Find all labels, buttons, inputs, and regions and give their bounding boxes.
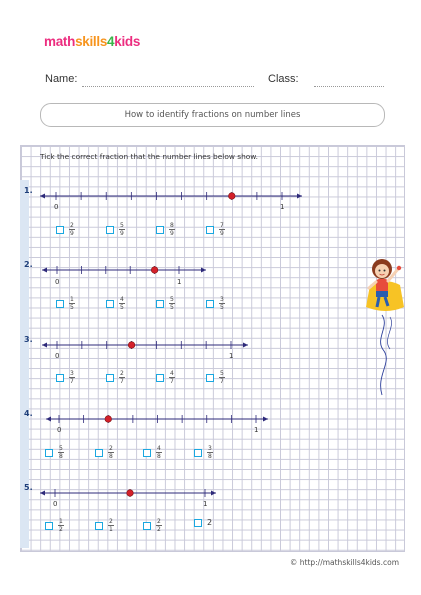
start-label: 0	[53, 500, 58, 508]
fraction-label	[169, 370, 175, 385]
marked-point	[127, 490, 134, 497]
answer-checkbox[interactable]	[56, 374, 64, 382]
answer-checkbox[interactable]	[143, 449, 151, 457]
answer-checkbox[interactable]	[206, 300, 214, 308]
fraction-denominator: 8	[109, 453, 113, 460]
answer-option[interactable]	[56, 296, 75, 311]
fraction-label	[58, 445, 64, 460]
answer-checkbox[interactable]	[156, 374, 164, 382]
answer-option[interactable]	[143, 445, 162, 460]
footer-credit: © http://mathskills4kids.com	[289, 558, 399, 567]
arrow-left-icon	[40, 491, 45, 496]
question-number: 1.	[24, 186, 33, 195]
arrow-left-icon	[42, 343, 47, 348]
fraction-denominator: 8	[59, 453, 63, 460]
fraction-label	[119, 296, 125, 311]
start-label: 0	[55, 352, 60, 360]
fraction-label	[108, 445, 114, 460]
fraction-label	[219, 370, 225, 385]
fraction-numerator: 5	[220, 370, 224, 377]
answer-checkbox[interactable]	[95, 449, 103, 457]
arrow-right-icon	[263, 417, 268, 422]
fraction-numerator: 5	[120, 222, 124, 229]
fraction-denominator: 7	[220, 378, 224, 385]
fraction-label	[169, 296, 175, 311]
fraction-numerator: 4	[170, 370, 174, 377]
end-label: 1	[229, 352, 234, 360]
name-label: Name:	[45, 73, 78, 85]
arrow-right-icon	[243, 343, 248, 348]
answer-checkbox[interactable]	[194, 519, 202, 527]
fraction-label	[207, 445, 213, 460]
answer-option[interactable]	[194, 518, 212, 527]
answer-option[interactable]	[95, 518, 114, 533]
fraction-numerator: 3	[208, 445, 212, 452]
fraction-numerator: 3	[220, 296, 224, 303]
answer-checkbox[interactable]	[106, 226, 114, 234]
answer-option[interactable]	[45, 518, 64, 533]
answer-option[interactable]	[143, 518, 162, 533]
fraction-numerator: 1	[59, 518, 63, 525]
answer-checkbox[interactable]	[206, 226, 214, 234]
fraction-denominator: 9	[170, 230, 174, 237]
answer-checkbox[interactable]	[143, 522, 151, 530]
fraction-denominator: 7	[120, 378, 124, 385]
fraction-numerator: 5	[170, 296, 174, 303]
answer-checkbox[interactable]	[194, 449, 202, 457]
logo-part-math: math	[44, 34, 76, 49]
fraction-denominator: 5	[70, 304, 74, 311]
fraction-numerator: 8	[170, 222, 174, 229]
fraction-numerator: 4	[157, 445, 161, 452]
fraction-label	[69, 370, 75, 385]
fraction-label	[58, 518, 64, 533]
fraction-numerator: 4	[120, 296, 124, 303]
answer-checkbox[interactable]	[156, 226, 164, 234]
arrow-left-icon	[42, 268, 47, 273]
fraction-label	[156, 445, 162, 460]
logo-part-skills: skills	[75, 34, 108, 49]
end-label: 1	[203, 500, 208, 508]
fraction-numerator: 5	[59, 445, 63, 452]
answer-checkbox[interactable]	[106, 300, 114, 308]
question-number: 2.	[24, 260, 33, 269]
answer-option[interactable]	[194, 445, 213, 460]
fraction-denominator: 1	[109, 526, 113, 533]
start-label: 0	[54, 203, 59, 211]
logo-part-4: 4	[107, 34, 115, 49]
worksheet-title: How to identify fractions on number lines	[40, 103, 385, 127]
fraction-denominator: 9	[120, 230, 124, 237]
answer-option[interactable]	[45, 445, 64, 460]
start-label: 0	[55, 278, 60, 286]
answer-checkbox[interactable]	[106, 374, 114, 382]
answer-checkbox[interactable]	[206, 374, 214, 382]
logo-part-kids: kids	[114, 34, 141, 49]
fraction-label	[219, 296, 225, 311]
question-number: 4.	[24, 409, 33, 418]
arrow-left-icon	[46, 417, 51, 422]
whole-number-label: 2	[207, 518, 213, 527]
answer-checkbox[interactable]	[45, 522, 53, 530]
fraction-denominator: 7	[170, 378, 174, 385]
answer-option[interactable]	[56, 222, 75, 237]
fraction-numerator: 2	[109, 518, 113, 525]
fraction-denominator: 9	[70, 230, 74, 237]
instruction-text: Tick the correct fraction that the number lines below show.	[40, 152, 259, 161]
fraction-label	[219, 222, 225, 237]
start-label: 0	[57, 426, 62, 434]
answer-option[interactable]	[106, 222, 125, 237]
fraction-numerator: 7	[220, 222, 224, 229]
marked-point	[105, 416, 112, 423]
fraction-label	[156, 518, 162, 533]
answer-option[interactable]	[156, 370, 175, 385]
fraction-label	[169, 222, 175, 237]
answer-option[interactable]	[206, 370, 225, 385]
fraction-label	[69, 222, 75, 237]
arrow-right-icon	[201, 268, 206, 273]
answer-checkbox[interactable]	[45, 449, 53, 457]
fraction-label	[69, 296, 75, 311]
answer-option[interactable]	[56, 370, 75, 385]
answer-option[interactable]	[106, 370, 125, 385]
fraction-denominator: 7	[70, 378, 74, 385]
marked-point	[128, 342, 135, 349]
fraction-label	[119, 370, 125, 385]
answer-option[interactable]	[206, 222, 225, 237]
answer-checkbox[interactable]	[156, 300, 164, 308]
fraction-numerator: 3	[70, 370, 74, 377]
question-number: 5.	[24, 483, 33, 492]
answer-option[interactable]	[95, 445, 114, 460]
fraction-denominator: 5	[120, 304, 124, 311]
answer-checkbox[interactable]	[56, 300, 64, 308]
arrow-right-icon	[211, 491, 216, 496]
fraction-numerator: 2	[157, 518, 161, 525]
fraction-denominator: 9	[220, 230, 224, 237]
fraction-denominator: 8	[208, 453, 212, 460]
fraction-numerator: 1	[70, 296, 74, 303]
superhero-girl-illustration	[360, 255, 408, 405]
marked-point	[151, 267, 158, 274]
fraction-denominator: 8	[157, 453, 161, 460]
fraction-label	[108, 518, 114, 533]
end-label: 1	[280, 203, 285, 211]
fraction-label	[119, 222, 125, 237]
answer-option[interactable]	[206, 296, 225, 311]
question-number: 3.	[24, 335, 33, 344]
fraction-denominator: 2	[59, 526, 63, 533]
end-label: 1	[177, 278, 182, 286]
answer-checkbox[interactable]	[95, 522, 103, 530]
marked-point	[228, 193, 235, 200]
fraction-denominator: 2	[157, 526, 161, 533]
fraction-numerator: 2	[109, 445, 113, 452]
answer-option[interactable]	[106, 296, 125, 311]
answer-option[interactable]	[156, 296, 175, 311]
fraction-denominator: 5	[170, 304, 174, 311]
arrow-left-icon	[40, 194, 45, 199]
answer-checkbox[interactable]	[56, 226, 64, 234]
arrow-right-icon	[297, 194, 302, 199]
fraction-numerator: 2	[70, 222, 74, 229]
fraction-denominator: 5	[220, 304, 224, 311]
fraction-numerator: 2	[120, 370, 124, 377]
end-label: 1	[254, 426, 259, 434]
class-label: Class:	[268, 73, 299, 85]
answer-option[interactable]	[156, 222, 175, 237]
